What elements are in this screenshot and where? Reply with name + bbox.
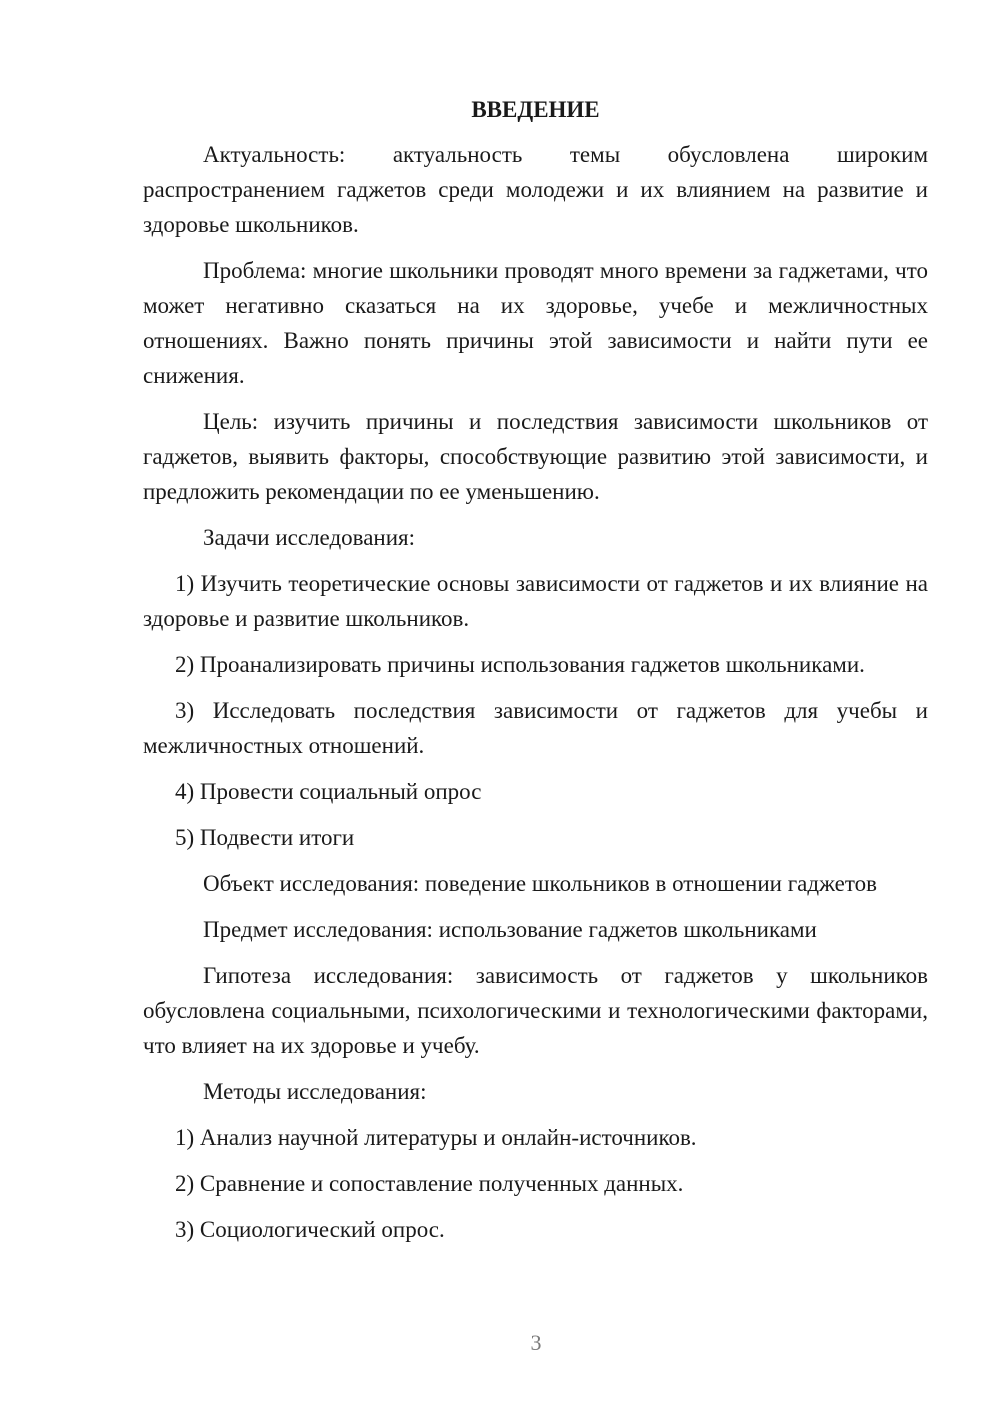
task-item-5: 5) Подвести итоги: [175, 825, 355, 850]
problem-paragraph: Проблема: многие школьники проводят много времени за гаджетами, что может негативно сказаться на их здоровье, учебе и межличностных отношениях. Важно понять причины этой зависимости и найти пути ее снижения.: [143, 258, 928, 388]
hypothesis-paragraph: Гипотеза исследования: зависимость от гаджетов у школьников обусловлена социальными, психологическими и технологическими факторами, что влияет на их здоровье и учебу.: [143, 963, 928, 1058]
goal-paragraph: Цель: изучить причины и последствия зависимости школьников от гаджетов, выявить факторы, способствующие развитию этой зависимости, и предложить рекомендации по ее уменьшению.: [143, 409, 928, 504]
task-item-1: 1) Изучить теоретические основы зависимости от гаджетов и их влияние на здоровье и развитие школьников.: [143, 571, 928, 631]
methods-heading: Методы исследования:: [203, 1079, 427, 1104]
relevance-paragraph: Актуальность: актуальность темы обусловлена широким распространением гаджетов среди молодежи и их влиянием на развитие и здоровье школьников.: [143, 142, 928, 237]
subject-paragraph: Предмет исследования: использование гаджетов школьниками: [203, 917, 817, 942]
tasks-heading: Задачи исследования:: [203, 525, 416, 550]
object-paragraph: Объект исследования: поведение школьников в отношении гаджетов: [203, 871, 877, 896]
task-item-2: 2) Проанализировать причины использования гаджетов школьниками.: [175, 652, 865, 677]
page-title: ВВЕДЕНИЕ: [471, 97, 600, 122]
task-item-4: 4) Провести социальный опрос: [175, 779, 482, 804]
page-number: 3: [530, 1330, 542, 1355]
method-item-1: 1) Анализ научной литературы и онлайн-источников.: [175, 1125, 697, 1150]
task-item-3: 3) Исследовать последствия зависимости от гаджетов для учебы и межличностных отношений.: [143, 698, 928, 758]
page-content: [143, 92, 928, 1258]
method-item-2: 2) Сравнение и сопоставление полученных данных.: [175, 1171, 684, 1196]
method-item-3: 3) Социологический опрос.: [175, 1217, 445, 1242]
